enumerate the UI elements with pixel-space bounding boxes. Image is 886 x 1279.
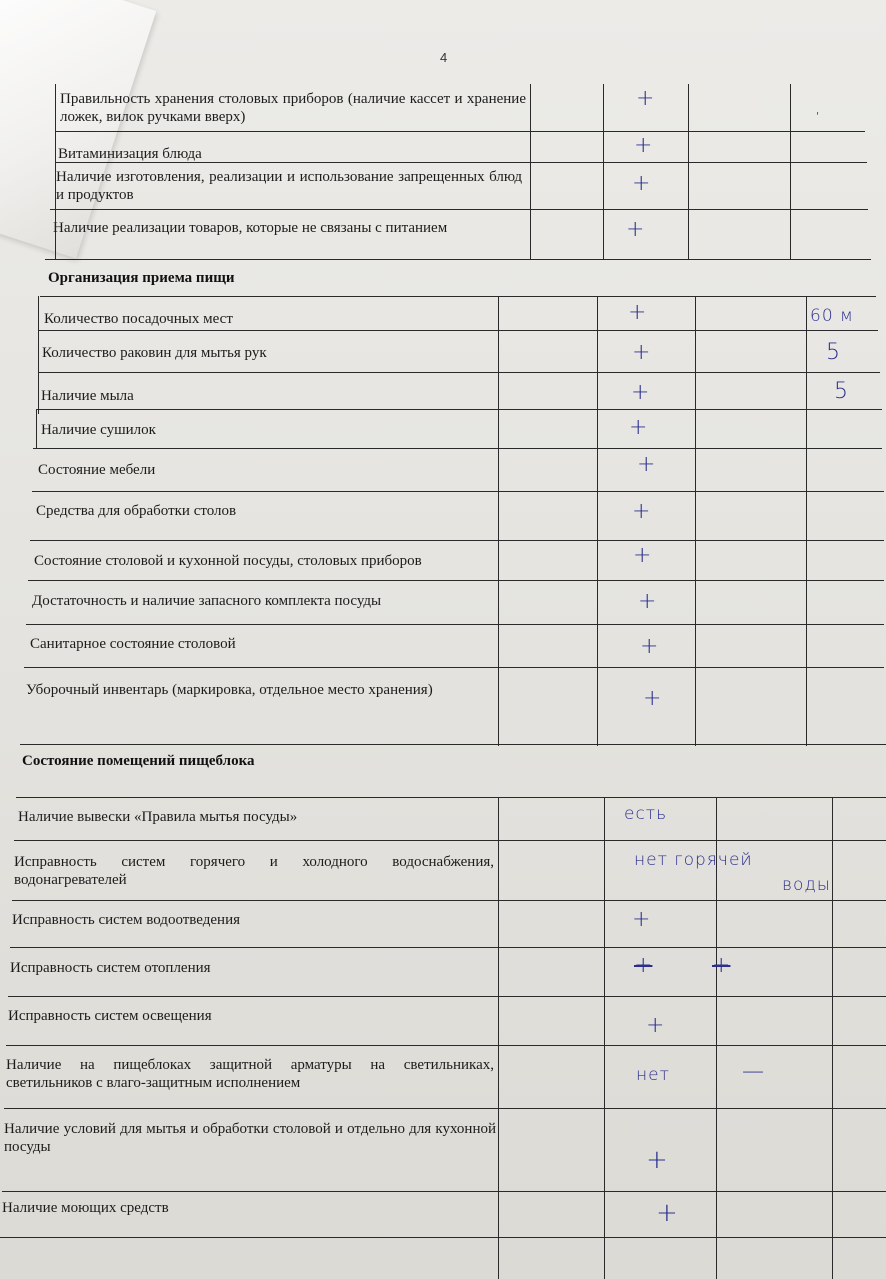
handwritten-mark: + <box>632 907 651 932</box>
section-heading: Состояние помещений пищеблока <box>22 753 255 769</box>
handwritten-mark: + <box>634 953 653 978</box>
handwritten-mark: + <box>626 217 645 242</box>
column-divider <box>530 84 531 260</box>
handwritten-mark: + <box>628 300 647 325</box>
column-divider <box>790 84 791 260</box>
row-divider <box>16 797 886 798</box>
handwritten-mark: + <box>656 1198 678 1228</box>
table-left-border <box>38 296 39 414</box>
row-divider <box>38 372 880 373</box>
handwritten-mark: + <box>640 634 659 659</box>
row-label: Достаточность и наличие запасного комплекта посуды <box>32 593 382 609</box>
row-divider <box>10 947 886 948</box>
handwritten-mark: + <box>638 589 657 614</box>
section-heading: Организация приема пищи <box>48 270 235 286</box>
column-divider <box>597 296 598 746</box>
handwritten-mark: + <box>637 452 656 477</box>
row-divider <box>55 162 867 163</box>
row-label: Исправность систем водоотведения <box>12 912 240 928</box>
handwritten-mark: + <box>631 380 650 405</box>
row-label: Наличие на пищеблоках защитной арматуры на светильниках, светильников с влаго-защитным исполнением <box>6 1057 494 1091</box>
row-divider <box>45 259 871 260</box>
row-label: Наличие реализации товаров, которые не связаны с питанием <box>53 220 448 236</box>
row-label: Уборочный инвентарь (маркировка, отдельное место хранения) <box>26 682 433 698</box>
row-label: Наличие изготовления, реализации и использование запрещенных блюд и продуктов <box>56 169 522 203</box>
handwritten-mark: + <box>633 543 652 568</box>
row-divider <box>24 667 884 668</box>
row-label: Средства для обработки столов <box>36 503 237 519</box>
handwritten-note: + <box>712 953 731 978</box>
handwritten-mark: нет горячей <box>634 850 753 870</box>
row-divider <box>36 409 882 410</box>
row-label: Количество посадочных мест <box>44 311 233 327</box>
row-divider <box>30 540 884 541</box>
row-label: Наличие мыла <box>41 388 134 404</box>
row-label: Витаминизация блюда <box>58 146 202 162</box>
handwritten-note: 60 м <box>810 306 854 326</box>
row-divider <box>12 900 886 901</box>
column-divider <box>832 797 833 1279</box>
handwritten-mark: + <box>646 1013 665 1038</box>
page-number: 4 <box>440 50 448 65</box>
row-label: Количество раковин для мытья рук <box>42 345 267 361</box>
row-label: Наличие сушилок <box>41 422 156 438</box>
handwritten-mark: + <box>632 171 651 196</box>
row-divider <box>14 840 886 841</box>
row-label: Наличие условий для мытья и обработки столовой и отдельно для кухонной посуды <box>4 1121 496 1155</box>
row-divider <box>28 580 884 581</box>
row-label: Исправность систем освещения <box>8 1008 212 1024</box>
handwritten-note: , <box>815 98 822 118</box>
row-divider <box>2 1191 886 1192</box>
column-divider <box>688 84 689 260</box>
column-divider <box>695 296 696 746</box>
row-label: Состояние мебели <box>38 462 156 478</box>
handwritten-mark: + <box>634 133 653 158</box>
table-left-border <box>36 409 37 449</box>
column-divider <box>806 296 807 746</box>
row-divider <box>55 131 865 132</box>
column-divider <box>498 296 499 746</box>
row-divider <box>38 330 878 331</box>
row-label: Исправность систем отопления <box>10 960 211 976</box>
row-divider <box>20 744 886 745</box>
handwritten-mark: + <box>632 499 651 524</box>
row-divider <box>26 624 884 625</box>
row-divider <box>33 448 882 449</box>
handwritten-mark: + <box>632 340 651 365</box>
handwritten-mark: + <box>636 86 655 111</box>
row-divider <box>50 209 868 210</box>
row-divider <box>4 1108 886 1109</box>
row-label: Правильность хранения столовых приборов (наличие кассет и хранение ложек, вилок ручками вверх) <box>60 91 526 125</box>
row-label: Наличие вывески «Правила мытья посуды» <box>18 809 298 825</box>
handwritten-note: 5 <box>834 379 848 404</box>
column-divider <box>603 84 604 260</box>
row-label: Санитарное состояние столовой <box>30 636 236 652</box>
handwritten-mark: есть <box>624 804 668 824</box>
row-divider <box>32 491 884 492</box>
handwritten-mark: + <box>643 686 662 711</box>
row-divider <box>6 1045 886 1046</box>
handwritten-mark: нет <box>636 1065 670 1085</box>
row-label: Наличие моющих средств <box>2 1200 169 1216</box>
column-divider <box>604 797 605 1279</box>
row-label: Исправность систем горячего и холодного водоснабжения, водонагревателей <box>14 854 494 888</box>
handwritten-note: — <box>742 1059 764 1084</box>
handwritten-mark: + <box>629 415 648 440</box>
row-divider <box>0 1237 886 1238</box>
column-divider <box>498 797 499 1279</box>
row-divider <box>40 296 876 297</box>
handwritten-note: воды <box>782 875 831 895</box>
row-label: Состояние столовой и кухонной посуды, столовых приборов <box>34 553 422 569</box>
handwritten-note: 5 <box>826 340 840 365</box>
handwritten-mark: + <box>646 1145 668 1175</box>
row-divider <box>8 996 886 997</box>
